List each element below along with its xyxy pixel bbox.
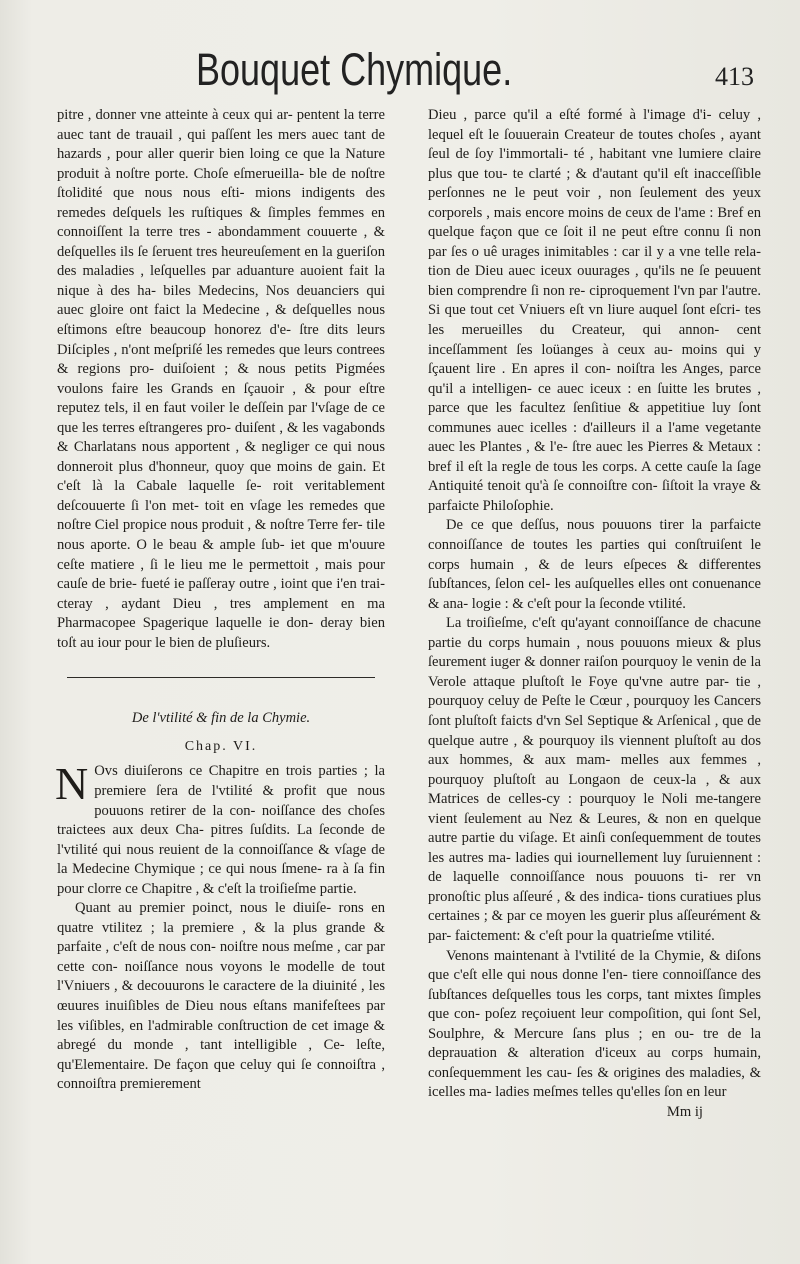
right-paragraph-1: Dieu , parce qu'il a eſté formé à l'image d'i- celuy , lequel eſt le ſouuerain Createur de toutes choſes , ayant ſeul de ſoy l'immortali- té , habitant vne lumiere claire plus que tou- te clarté ; & d'autant qu'il eſt inacceſſible perſonnes ne le peut voir , non ſeulement des yeux corporels , mais encore moins de ceux de l'ame : Bref en quelque façon que ce ſoit il ne peut eſtre connu ſi non par ſes o uê urages inimitables : car il y a vne telle rela- tion de Dieu auec iceux ouurages , qu'ils ne ſe peuuent bien comprendre ſi non re- ciproquement l'vn par l'autre. Si que tout cet Vniuers eſt vn liure auquel ſont eſcri- tes les merueilles du Createur, qui annon- cent inceſſamment ſes loüanges à ceux au- moins qui y ſçauent lire . En apres il con- noiſtra les Anges, parce qu'il a intelligen- ce auec iceux : en ſuitte les brutes , parce que les facultez ſenſitiue & appetitiue luy ſont communes auec icelles : d'ailleurs il a l'ame vegetante auec les Plantes , & l'e- ſtre auec les Pierres & Metaux : bref il eſt la regle de tous les corps. A cette cauſe la ſage Antiquité tenoit qu'à ſe connoiſtre con- ſiſtoit la vraye & parfaicte Philoſophie. xyxy=(428,107,761,514)
left-paragraph-2 xyxy=(55,758,385,899)
left-paragraph-2-text: Ovs diuiſerons ce Chapitre en trois parties ; la premiere ſera de l'vtilité & profit que nous pouuons retirer de la con- noiſſance des choſes traictees aux deux Cha- pitres ſuſdits. La ſeconde de l'vtilité qui nous reuient de la connoiſſance & vſage de la Medecine Chymique ; ce qui nous ſmene- ra à ſa fin pour clorre ce Chapitre , & c'eſt la troiſieſme partie. xyxy=(57,763,385,897)
running-title: Bouquet Chymique. xyxy=(196,44,513,95)
drop-cap: N xyxy=(55,758,89,810)
section-title: De l'vtilité & fin de la Chymie. xyxy=(131,710,311,727)
right-paragraph-2: De ce que deſſus, nous pouuons tirer la parfaicte connoiſſance de toutes les parties qui conſtruiſent le corps humain , & de leurs eſpeces & differentes ſubſtances, ſelon cel- les auſquelles elles ont conuenance & ana- logie : & c'eſt pour la ſeconde vtilité. xyxy=(428,517,761,612)
left-paragraph-1: pitre , donner vne atteinte à ceux qui ar- pentent la terre auec tant de trauail , qui paſſent les mers auec tant de hazards , pour aller querir bien loing ce que la Nature produit à noſtre porte. Choſe eſmerueilla- ble de noſtre ſtolidité que nous nous eſti- mions indigents des remedes deſquels les ruſtiques & ſimples femmes en connoiſſent la terre tres - abondamment couuerte , & deſquelles ils ſe ſeruent tres heureuſement en la gueriſon des maladies , leſquelles par aduanture auoient fait la nique à des ha- biles Medecins, Nos deuanciers qui auec gloire ont faict la Medecine , & deſquelles nous eſtimons eſtre beaucoup honorez d'e- ſtre dits leurs Diſciples , n'ont meſpriſé les remedes que leurs contrees & regions pro- duiſoient ; & nous petits Pigmées voulons faire les Grands en ſçauoir , & pour eſtre reputez tels, il en faut voiler le deſſein par l'vſage de ce que les terres eſtrangeres pro- duiſent , & les vagabonds & Charlatans nous apportent , & negliger ce qui nous donneroit plus d'honneur, quoy que moins de gain. Et c'eſt là la Cabale laquelle ſe- roit veritablement deſcouuerte ſi l'on met- toit en vſage les remedes que noſtre Ciel propice nous produit , & noſtre Terre fer- tile nous aporte. O le beau & ample ſub- iet que m'ouure ceſte matiere , ſi le lieu me le permettoit , mais pour cauſe de brie- fueté ie paſſeray outre , ioint que i'en trai- cteray , aydant Dieu , tres amplement en ma Pharmacopee Spagerique laquelle ie don- deray bien toſt au iour pour le bien de pluſieurs. xyxy=(57,107,385,651)
page-number: 413 xyxy=(715,62,754,91)
section-divider xyxy=(57,677,385,699)
chapter-heading: Chap. VI. xyxy=(184,738,258,754)
left-column xyxy=(57,106,385,1226)
divider-rule xyxy=(67,677,375,678)
right-paragraph-4: Venons maintenant à l'vtilité de la Chymie, & diſons que c'eſt elle qui nous donne l'en- tiere connoiſſance des ſubſtances deſquelles tous les corps, tant mixtes ſimples que con- poſez reçoiuent leur compoſition, qui ſont Sel, Soulphre, & Mercure ſans plus ; en ou- tre de la deprauation & alteration d'iceux au corps humain, conſequemment les cau- ſes & origines des maladies, & icelles ma- ladies meſmes telles qu'elles ſon en leur xyxy=(428,947,761,1101)
signature-mark: Mm ij xyxy=(666,1103,703,1120)
right-column xyxy=(428,106,761,1226)
page-header xyxy=(0,40,800,100)
left-paragraph-3: Quant au premier poinct, nous le diuiſe- rons en quatre vtilitez ; la premiere , & la plus grande & parfaite , c'eſt de nous con- noiſtre nous meſme , car par cette con- noiſſance nous voyons le modelle de tout l'Vniuers , & decouurons le caractere de la diuinité , les œuures inuiſibles de Dieu nous eſtans manifeſtees par les viſibles, en l'admirable conſtruction de cet image & abregé du monde , tant intelligible , Ce- leſte, qu'Elementaire. De façon que celuy qui ſe connoiſtra , connoiſtra premierement xyxy=(57,900,385,1093)
right-paragraph-3: La troiſieſme, c'eſt qu'ayant connoiſſance de chacune partie du corps humain , nous pouuons mieux & plus ſeurement iuger & donner raiſon pourquoy le venin de la Verole attaque pluſtoſt le Foye qu'vne autre par- tie , pourquoy celuy de Peſte le Cœur , pourquoy les Cancers ſont pluſtoſt faicts d'vn Sel Septique & Arſenical , que de quelque autre , & pourquoy ils viennent pluſtoſt au dos aux hommes, & aux mam- melles aux femmes , pourquoy pluſtoſt au Longaon de ceux-la , & aux Matrices de celles-cy : pourquoy le Noli me-tangere vient ſeulement au Nez & Leures, & non en quelque autre partie du viſage. Et ainſi conſequemment de toutes les autres ma- ladies qui iournellement luy ſuruiennent : de laquelle connoiſſance nous pouuons ti- rer vn pronoſtic plus aſſeuré , & des indica- tions curatiues plus certaines ; & par ce moyen les guerir plus aſſeurément & par- faictement: & c'eſt pour la quatrieſme vtilité. xyxy=(428,615,761,944)
